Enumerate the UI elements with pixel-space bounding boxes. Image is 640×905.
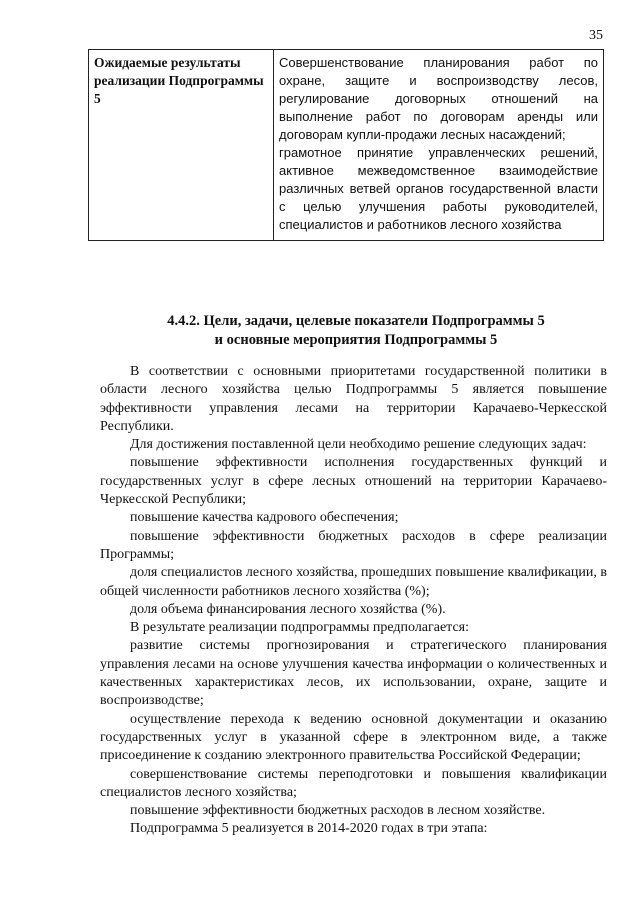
table-content-cell	[274, 50, 604, 241]
list-item: повышение эффективности бюджетных расходов в лесном хозяйстве.	[130, 803, 546, 819]
summary-table	[88, 49, 604, 241]
paragraph: В результате реализации подпрограммы предполагается:	[130, 620, 470, 636]
table-row	[89, 50, 604, 241]
body-text	[100, 363, 607, 839]
list-item: осуществление перехода к ведению основной документации и оказанию государственных услуг в указанной сфере в электронном виде, а также присоединение к созданию электронного правительства Российской Федерации;	[100, 711, 607, 764]
list-item: развитие системы прогнозирования и стратегического планирования управления лесами на основе улучшения качества информации о количественных и качественных характеристиках лесов, их использовании, охране, защите и воспроизводстве;	[100, 638, 607, 709]
paragraph: Для достижения поставленной цели необходимо решение следующих задач:	[130, 437, 587, 453]
list-item: доля объема финансирования лесного хозяйства (%).	[130, 601, 446, 617]
table-label-cell: Ожидаемые результаты реализации Подпрограммы 5	[89, 50, 274, 241]
list-item: доля специалистов лесного хозяйства, прошедших повышение квалификации, в общей численности работников лесного хозяйства (%);	[100, 565, 607, 599]
section-heading-line: и основные мероприятия Подпрограммы 5	[214, 332, 498, 348]
paragraph: В соответствии с основными приоритетами государственной политики в области лесного хозяйства целью Подпрограммы 5 является повышение эффективности управления лесами на территории Карачаево-Черкесской Республики.	[100, 364, 607, 434]
page-number: 35	[589, 28, 603, 43]
section-heading	[100, 312, 612, 350]
list-item: повышение качества кадрового обеспечения;	[130, 510, 399, 526]
list-item: повышение эффективности бюджетных расходов в сфере реализации Программы;	[100, 528, 607, 562]
list-item: повышение эффективности исполнения государственных функций и государственных услуг в сфере лесных отношений на территории Карачаево-Черкесской Республики;	[100, 455, 607, 508]
list-item: совершенствование системы переподготовки и повышения квалификации специалистов лесного хозяйства;	[100, 766, 607, 800]
table-content-line: грамотное принятие управленческих решений, активное межведомственное взаимодействие различных ветвей органов государственной власти с целью улучшения работы руководителей, специалистов и работников лесного хозяйства	[279, 145, 598, 232]
table-content-line: Совершенствование планирования работ по охране, защите и воспроизводству лесов, регулирование договорных отношений на выполнение работ по договорам аренды или договорам купли-продажи лесных насаждений;	[279, 55, 598, 142]
paragraph: Подпрограмма 5 реализуется в 2014-2020 годах в три этапа:	[130, 821, 488, 837]
section-heading-line: 4.4.2. Цели, задачи, целевые показатели Подпрограммы 5	[167, 313, 545, 329]
